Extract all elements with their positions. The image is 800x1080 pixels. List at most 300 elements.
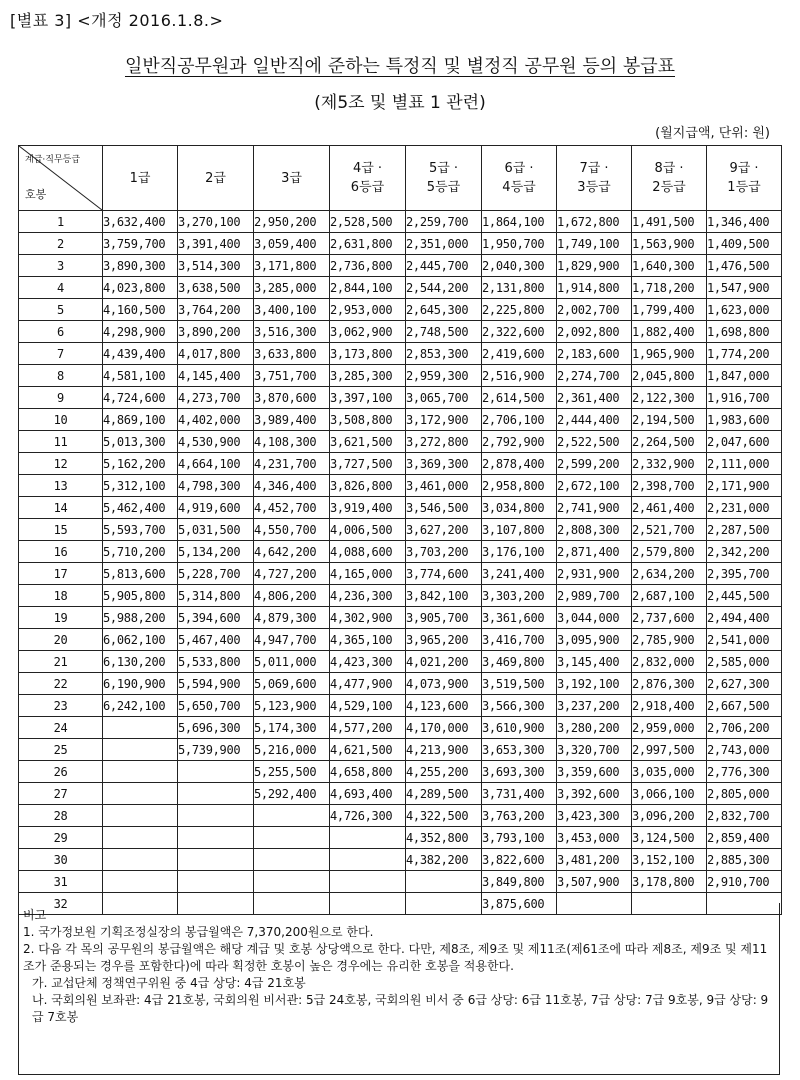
salary-cell (330, 827, 406, 849)
table-row (19, 761, 782, 783)
salary-cell: 2,445,500 (707, 585, 782, 607)
salary-cell: 3,066,100 (632, 783, 707, 805)
table-row (19, 255, 782, 277)
salary-cell: 5,162,200 (103, 453, 178, 475)
salary-cell: 1,829,900 (557, 255, 632, 277)
salary-cell: 5,533,800 (178, 651, 254, 673)
salary-cell: 3,095,900 (557, 629, 632, 651)
column-header: 6급 · 4등급 (482, 146, 557, 211)
salary-cell: 3,693,300 (482, 761, 557, 783)
salary-cell (103, 739, 178, 761)
salary-cell: 1,864,100 (482, 211, 557, 233)
salary-cell: 3,919,400 (330, 497, 406, 519)
salary-cell: 5,013,300 (103, 431, 178, 453)
salary-cell: 4,919,600 (178, 497, 254, 519)
table-row (19, 805, 782, 827)
unit-label: (월지급액, 단위: 원) (655, 126, 770, 141)
salary-cell: 2,785,900 (632, 629, 707, 651)
salary-cell (178, 849, 254, 871)
salary-cell: 1,965,900 (632, 343, 707, 365)
salary-cell: 2,040,300 (482, 255, 557, 277)
salary-cell: 5,905,800 (103, 585, 178, 607)
salary-cell: 1,799,400 (632, 299, 707, 321)
note-item-1: 1. 국가정보원 기획조정실장의 봉급월액은 7,370,200원으로 한다. (23, 925, 374, 939)
salary-cell (103, 805, 178, 827)
table-row (19, 211, 782, 233)
salary-cell: 5,813,600 (103, 563, 178, 585)
salary-cell: 5,739,900 (178, 739, 254, 761)
table-row (19, 321, 782, 343)
step-cell: 12 (19, 453, 103, 475)
salary-cell: 3,751,700 (254, 365, 330, 387)
salary-cell: 2,361,400 (557, 387, 632, 409)
salary-cell: 4,165,000 (330, 563, 406, 585)
salary-cell: 1,623,000 (707, 299, 782, 321)
salary-cell: 1,774,200 (707, 343, 782, 365)
salary-table-body (19, 211, 782, 915)
salary-cell: 6,130,200 (103, 651, 178, 673)
salary-cell: 3,416,700 (482, 629, 557, 651)
salary-cell: 2,871,400 (557, 541, 632, 563)
salary-cell: 2,225,800 (482, 299, 557, 321)
step-cell: 30 (19, 849, 103, 871)
salary-cell: 1,491,500 (632, 211, 707, 233)
salary-cell: 1,640,300 (632, 255, 707, 277)
salary-cell: 2,342,200 (707, 541, 782, 563)
salary-cell: 2,672,100 (557, 475, 632, 497)
salary-cell: 1,409,500 (707, 233, 782, 255)
salary-cell: 3,610,900 (482, 717, 557, 739)
salary-cell: 3,285,300 (330, 365, 406, 387)
salary-cell: 4,021,200 (406, 651, 482, 673)
salary-cell: 4,289,500 (406, 783, 482, 805)
note-item-2: 2. 다음 각 목의 공무원의 봉급월액은 해당 계급 및 호봉 상당액으로 한다. 다만, 제8조, 제9조 및 제11조(제61조에 따라 제8조, 제9조 및 제11조가 준용되는 경우를 포함한다)에 따라 획정한 호봉이 높은 경우에는 유리한 호봉을 적용한다. (23, 942, 768, 973)
salary-cell: 3,514,300 (178, 255, 254, 277)
table-row (19, 541, 782, 563)
salary-cell: 1,346,400 (707, 211, 782, 233)
salary-cell: 3,272,800 (406, 431, 482, 453)
salary-cell: 2,989,700 (557, 585, 632, 607)
salary-cell: 3,621,500 (330, 431, 406, 453)
salary-cell: 3,171,800 (254, 255, 330, 277)
salary-cell: 2,832,700 (707, 805, 782, 827)
step-cell: 15 (19, 519, 103, 541)
salary-cell: 5,462,400 (103, 497, 178, 519)
salary-cell: 5,593,700 (103, 519, 178, 541)
salary-cell (178, 827, 254, 849)
salary-cell: 4,530,900 (178, 431, 254, 453)
salary-cell (330, 871, 406, 893)
salary-cell: 4,302,900 (330, 607, 406, 629)
salary-cell (103, 871, 178, 893)
note-item-2a: 가. 교섭단체 정책연구위원 중 4급 상당: 4급 21호봉 (32, 976, 306, 990)
step-cell: 32 (19, 893, 103, 915)
salary-cell: 3,842,100 (406, 585, 482, 607)
salary-cell: 3,423,300 (557, 805, 632, 827)
salary-cell: 3,727,500 (330, 453, 406, 475)
salary-cell: 3,369,300 (406, 453, 482, 475)
step-cell: 23 (19, 695, 103, 717)
column-header: 8급 · 2등급 (632, 146, 707, 211)
salary-cell: 3,320,700 (557, 739, 632, 761)
reference-label: [별표 3] <개정 2016.1.8.> (10, 11, 224, 30)
step-cell: 20 (19, 629, 103, 651)
salary-cell: 2,832,000 (632, 651, 707, 673)
salary-cell: 4,402,000 (178, 409, 254, 431)
salary-cell: 1,672,800 (557, 211, 632, 233)
salary-cell: 4,452,700 (254, 497, 330, 519)
salary-cell: 2,122,300 (632, 387, 707, 409)
salary-cell: 2,885,300 (707, 849, 782, 871)
salary-cell: 3,516,300 (254, 321, 330, 343)
column-header: 3급 (254, 146, 330, 211)
salary-cell: 3,519,500 (482, 673, 557, 695)
notes-section (18, 903, 780, 1075)
salary-cell (103, 783, 178, 805)
salary-cell: 3,172,900 (406, 409, 482, 431)
notes-heading: 비고 (23, 908, 47, 922)
salary-cell: 4,145,400 (178, 365, 254, 387)
table-row (19, 739, 782, 761)
salary-cell: 3,774,600 (406, 563, 482, 585)
salary-cell: 2,131,800 (482, 277, 557, 299)
salary-cell: 3,173,800 (330, 343, 406, 365)
salary-cell: 2,876,300 (632, 673, 707, 695)
step-cell: 26 (19, 761, 103, 783)
table-row (19, 871, 782, 893)
step-cell: 4 (19, 277, 103, 299)
salary-cell: 3,764,200 (178, 299, 254, 321)
table-row (19, 475, 782, 497)
salary-cell: 4,322,500 (406, 805, 482, 827)
table-row (19, 343, 782, 365)
salary-cell: 3,461,000 (406, 475, 482, 497)
salary-cell: 2,579,800 (632, 541, 707, 563)
salary-cell: 3,397,100 (330, 387, 406, 409)
salary-cell: 3,870,600 (254, 387, 330, 409)
salary-cell: 2,522,500 (557, 431, 632, 453)
salary-cell: 2,045,800 (632, 365, 707, 387)
salary-cell: 5,696,300 (178, 717, 254, 739)
step-cell: 25 (19, 739, 103, 761)
step-cell: 3 (19, 255, 103, 277)
page-subtitle: (제5조 및 별표 1 관련) (314, 93, 486, 113)
salary-cell: 5,988,200 (103, 607, 178, 629)
salary-cell: 2,194,500 (632, 409, 707, 431)
step-cell: 11 (19, 431, 103, 453)
salary-cell: 4,346,400 (254, 475, 330, 497)
salary-cell: 3,280,200 (557, 717, 632, 739)
salary-cell (406, 871, 482, 893)
salary-cell: 4,236,300 (330, 585, 406, 607)
table-row (19, 695, 782, 717)
salary-cell: 4,382,200 (406, 849, 482, 871)
salary-cell: 3,890,300 (103, 255, 178, 277)
salary-cell: 3,453,000 (557, 827, 632, 849)
salary-cell: 3,065,700 (406, 387, 482, 409)
salary-cell: 2,878,400 (482, 453, 557, 475)
salary-cell: 5,031,500 (178, 519, 254, 541)
salary-cell: 2,461,400 (632, 497, 707, 519)
salary-cell: 4,477,900 (330, 673, 406, 695)
salary-cell: 1,547,900 (707, 277, 782, 299)
salary-cell: 3,361,600 (482, 607, 557, 629)
salary-cell (178, 871, 254, 893)
salary-cell: 2,743,000 (707, 739, 782, 761)
salary-cell: 3,107,800 (482, 519, 557, 541)
salary-cell: 3,285,000 (254, 277, 330, 299)
salary-cell: 2,959,300 (406, 365, 482, 387)
salary-cell: 4,160,500 (103, 299, 178, 321)
salary-cell: 3,192,100 (557, 673, 632, 695)
salary-cell: 4,658,800 (330, 761, 406, 783)
table-row (19, 365, 782, 387)
salary-cell: 2,959,000 (632, 717, 707, 739)
salary-cell: 5,467,400 (178, 629, 254, 651)
table-row (19, 431, 782, 453)
salary-cell (103, 827, 178, 849)
salary-cell: 3,270,100 (178, 211, 254, 233)
salary-cell: 4,298,900 (103, 321, 178, 343)
step-cell: 14 (19, 497, 103, 519)
salary-cell: 2,599,200 (557, 453, 632, 475)
step-cell: 7 (19, 343, 103, 365)
salary-cell: 2,776,300 (707, 761, 782, 783)
page-title-text: 일반직공무원과 일반직에 준하는 특정직 및 별정직 공무원 등의 봉급표 (124, 56, 676, 77)
salary-cell: 5,216,000 (254, 739, 330, 761)
salary-cell: 2,111,000 (707, 453, 782, 475)
salary-cell: 1,914,800 (557, 277, 632, 299)
table-row (19, 519, 782, 541)
salary-cell: 2,958,800 (482, 475, 557, 497)
salary-cell: 4,550,700 (254, 519, 330, 541)
salary-cell: 3,469,800 (482, 651, 557, 673)
salary-cell: 5,011,000 (254, 651, 330, 673)
table-row (19, 607, 782, 629)
salary-cell: 4,879,300 (254, 607, 330, 629)
salary-cell: 4,255,200 (406, 761, 482, 783)
salary-cell: 2,171,900 (707, 475, 782, 497)
salary-cell: 3,481,200 (557, 849, 632, 871)
salary-cell: 2,183,600 (557, 343, 632, 365)
salary-cell: 4,947,700 (254, 629, 330, 651)
salary-cell: 5,594,900 (178, 673, 254, 695)
salary-cell: 1,563,900 (632, 233, 707, 255)
salary-cell: 4,088,600 (330, 541, 406, 563)
salary-cell: 3,546,500 (406, 497, 482, 519)
salary-cell: 3,237,200 (557, 695, 632, 717)
salary-cell: 2,931,900 (557, 563, 632, 585)
column-header: 4급 · 6등급 (330, 146, 406, 211)
salary-cell: 3,875,600 (482, 893, 557, 915)
salary-cell: 1,476,500 (707, 255, 782, 277)
salary-cell: 4,423,300 (330, 651, 406, 673)
step-cell: 21 (19, 651, 103, 673)
salary-cell: 5,710,200 (103, 541, 178, 563)
column-header: 2급 (178, 146, 254, 211)
salary-cell: 4,073,900 (406, 673, 482, 695)
salary-cell: 2,687,100 (632, 585, 707, 607)
step-cell: 17 (19, 563, 103, 585)
salary-cell: 2,627,300 (707, 673, 782, 695)
salary-cell: 4,642,200 (254, 541, 330, 563)
step-cell: 6 (19, 321, 103, 343)
salary-cell: 4,726,300 (330, 805, 406, 827)
salary-cell: 3,759,700 (103, 233, 178, 255)
salary-cell: 2,953,000 (330, 299, 406, 321)
salary-cell (178, 783, 254, 805)
table-row (19, 277, 782, 299)
table-row (19, 233, 782, 255)
table-row (19, 585, 782, 607)
salary-cell: 4,664,100 (178, 453, 254, 475)
step-cell: 13 (19, 475, 103, 497)
salary-cell: 3,638,500 (178, 277, 254, 299)
salary-cell: 3,391,400 (178, 233, 254, 255)
salary-cell: 3,303,200 (482, 585, 557, 607)
salary-cell: 4,806,200 (254, 585, 330, 607)
salary-cell: 3,731,400 (482, 783, 557, 805)
salary-cell: 4,352,800 (406, 827, 482, 849)
salary-cell: 2,805,000 (707, 783, 782, 805)
salary-cell: 2,002,700 (557, 299, 632, 321)
column-header: 7급 · 3등급 (557, 146, 632, 211)
salary-cell: 3,653,300 (482, 739, 557, 761)
salary-cell: 5,255,500 (254, 761, 330, 783)
salary-cell: 2,351,000 (406, 233, 482, 255)
salary-cell: 2,645,300 (406, 299, 482, 321)
salary-cell: 2,706,200 (707, 717, 782, 739)
salary-cell: 3,566,300 (482, 695, 557, 717)
salary-cell: 1,749,100 (557, 233, 632, 255)
salary-cell: 2,918,400 (632, 695, 707, 717)
salary-cell: 2,910,700 (707, 871, 782, 893)
column-header: 1급 (103, 146, 178, 211)
salary-cell: 5,123,900 (254, 695, 330, 717)
salary-cell (103, 849, 178, 871)
table-row (19, 849, 782, 871)
salary-cell: 4,724,600 (103, 387, 178, 409)
salary-cell: 4,693,400 (330, 783, 406, 805)
salary-cell: 2,264,500 (632, 431, 707, 453)
corner-step-label: 호봉 (25, 188, 47, 201)
salary-cell: 1,698,800 (707, 321, 782, 343)
salary-cell: 3,400,100 (254, 299, 330, 321)
salary-cell (254, 871, 330, 893)
salary-cell: 4,439,400 (103, 343, 178, 365)
salary-cell: 2,859,400 (707, 827, 782, 849)
salary-cell (254, 827, 330, 849)
salary-cell: 2,808,300 (557, 519, 632, 541)
salary-cell: 4,023,800 (103, 277, 178, 299)
salary-cell: 2,322,600 (482, 321, 557, 343)
salary-cell: 2,287,500 (707, 519, 782, 541)
note-item-2b: 나. 국회의원 보좌관: 4급 21호봉, 국회의원 비서관: 5급 24호봉, 국회의원 비서 중 6급 상당: 6급 11호봉, 7급 상당: 7급 9호봉, 9급 상당: 9급 7호봉 (32, 993, 769, 1024)
salary-cell: 2,444,400 (557, 409, 632, 431)
salary-cell: 4,006,500 (330, 519, 406, 541)
corner-grade-label: 계급·직무등급 (25, 155, 81, 165)
salary-cell: 4,577,200 (330, 717, 406, 739)
step-cell: 27 (19, 783, 103, 805)
salary-cell: 3,392,600 (557, 783, 632, 805)
step-cell: 19 (19, 607, 103, 629)
salary-cell: 2,047,600 (707, 431, 782, 453)
salary-cell: 2,741,900 (557, 497, 632, 519)
salary-cell (178, 761, 254, 783)
table-row (19, 497, 782, 519)
salary-cell: 3,178,800 (632, 871, 707, 893)
page-title (0, 52, 800, 78)
salary-cell: 5,314,800 (178, 585, 254, 607)
salary-cell: 2,736,800 (330, 255, 406, 277)
salary-cell: 3,176,100 (482, 541, 557, 563)
salary-cell: 1,847,000 (707, 365, 782, 387)
salary-cell: 1,983,600 (707, 409, 782, 431)
table-header-row (19, 146, 782, 211)
table-row (19, 651, 782, 673)
step-cell: 10 (19, 409, 103, 431)
salary-cell: 3,822,600 (482, 849, 557, 871)
salary-cell: 3,905,700 (406, 607, 482, 629)
column-header: 9급 · 1등급 (707, 146, 782, 211)
salary-cell: 2,445,700 (406, 255, 482, 277)
salary-cell: 3,793,100 (482, 827, 557, 849)
table-row (19, 783, 782, 805)
salary-cell: 2,844,100 (330, 277, 406, 299)
salary-cell: 6,242,100 (103, 695, 178, 717)
salary-cell: 3,062,900 (330, 321, 406, 343)
salary-cell: 3,633,800 (254, 343, 330, 365)
salary-cell: 3,145,400 (557, 651, 632, 673)
salary-cell: 2,997,500 (632, 739, 707, 761)
salary-cell: 6,062,100 (103, 629, 178, 651)
salary-cell: 5,134,200 (178, 541, 254, 563)
table-row (19, 717, 782, 739)
salary-cell: 2,259,700 (406, 211, 482, 233)
salary-table (18, 145, 782, 915)
salary-cell: 3,059,400 (254, 233, 330, 255)
salary-cell: 4,621,500 (330, 739, 406, 761)
salary-cell: 3,152,100 (632, 849, 707, 871)
salary-cell: 4,017,800 (178, 343, 254, 365)
step-cell: 9 (19, 387, 103, 409)
step-cell: 1 (19, 211, 103, 233)
salary-cell: 3,989,400 (254, 409, 330, 431)
salary-cell: 4,581,100 (103, 365, 178, 387)
salary-cell: 2,274,700 (557, 365, 632, 387)
step-cell: 29 (19, 827, 103, 849)
salary-cell: 3,359,600 (557, 761, 632, 783)
table-row (19, 629, 782, 651)
salary-cell: 3,826,800 (330, 475, 406, 497)
step-cell: 18 (19, 585, 103, 607)
salary-cell: 5,394,600 (178, 607, 254, 629)
salary-cell: 2,853,300 (406, 343, 482, 365)
salary-cell: 2,231,000 (707, 497, 782, 519)
salary-cell: 2,521,700 (632, 519, 707, 541)
salary-cell: 5,292,400 (254, 783, 330, 805)
salary-cell: 2,667,500 (707, 695, 782, 717)
salary-cell (330, 849, 406, 871)
salary-cell: 5,069,600 (254, 673, 330, 695)
salary-cell: 3,890,200 (178, 321, 254, 343)
salary-cell: 1,950,700 (482, 233, 557, 255)
salary-cell: 2,544,200 (406, 277, 482, 299)
salary-cell: 5,312,100 (103, 475, 178, 497)
salary-cell: 1,882,400 (632, 321, 707, 343)
salary-cell: 2,494,400 (707, 607, 782, 629)
column-header: 5급 · 5등급 (406, 146, 482, 211)
